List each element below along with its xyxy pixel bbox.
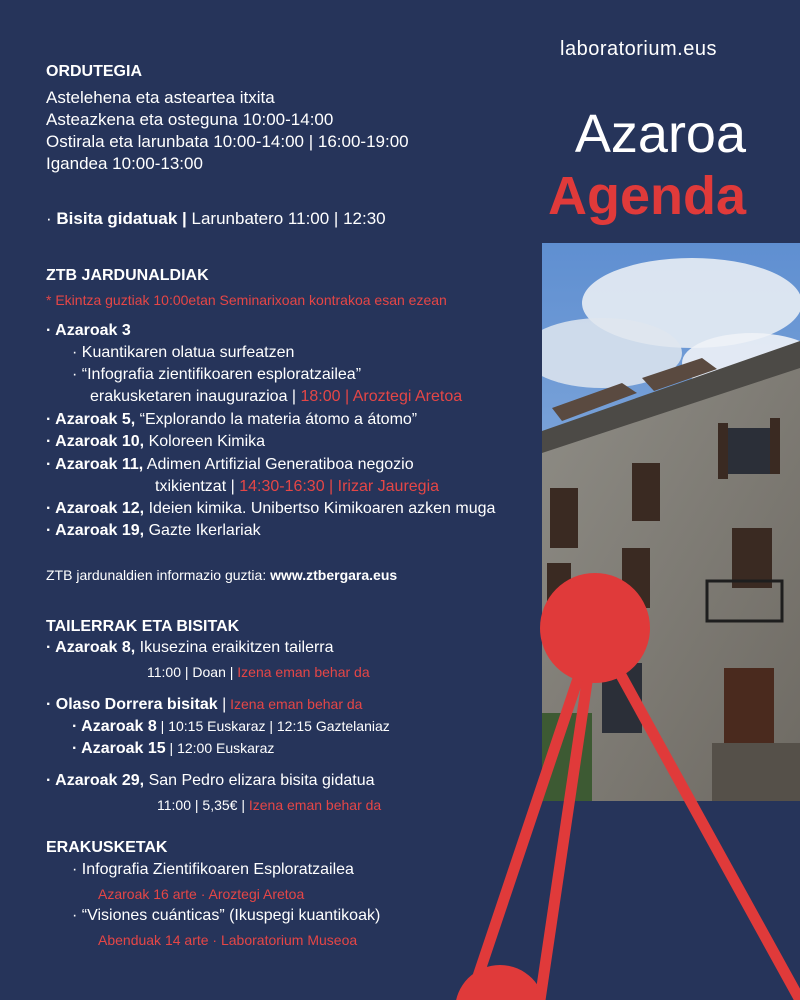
title-agenda: Agenda <box>547 166 746 226</box>
ztb-item-date: · Azaroak 5, <box>46 411 136 428</box>
title-month: Azaroa <box>574 104 746 164</box>
bullet: · <box>46 209 57 228</box>
tower-visit-item <box>72 716 390 737</box>
workshop-time: 11:00 | Doan | <box>147 664 234 680</box>
schedule-label: Igandea <box>46 154 108 173</box>
workshop-item <box>46 771 375 791</box>
ztb-item-date: · Azaroak 12, <box>46 500 145 517</box>
workshop-detail <box>147 662 370 682</box>
schedule-label: Ostirala eta larunbata <box>46 132 209 151</box>
exhibition-item: · “Visiones cuánticas” (Ikuspegi kuantikoak) <box>72 907 381 924</box>
ztb-item-text: Gazte Ikerlariak <box>144 522 261 539</box>
registration-note: Izena eman behar da <box>244 797 382 813</box>
schedule-value: 10:00-14:00 | 16:00-19:00 <box>208 132 409 151</box>
registration-note: Izena eman behar da <box>233 664 370 680</box>
ordutegia-heading: ORDUTEGIA <box>46 63 142 80</box>
workshop-date: · Azaroak 29, <box>46 772 145 789</box>
ztb-item-location: 14:30-16:30 | Irizar Jauregia <box>234 478 440 495</box>
exhibition-detail: Abenduak 14 arte · Laboratorium Museoa <box>98 932 358 948</box>
erakusketak-heading: ERAKUSKETAK <box>46 839 168 856</box>
tower-visits <box>46 694 362 715</box>
schedule-line <box>46 110 333 130</box>
tower-visits-title: · Olaso Dorrera bisitak <box>46 696 218 713</box>
workshop-time: 11:00 | 5,35€ | <box>157 797 245 813</box>
visit-times: | 10:15 Euskaraz | 12:15 Gaztelaniaz <box>156 718 390 734</box>
ztb-item-text: Koloreen Kimika <box>144 433 266 450</box>
building-photo <box>542 243 800 801</box>
workshop-text: San Pedro elizara bisita gidatua <box>144 772 375 789</box>
workshop-item <box>46 638 334 658</box>
visit-times: | 12:00 Euskaraz <box>165 740 275 756</box>
schedule-line <box>46 132 409 152</box>
tailerrak-heading: TAILERRAK ETA BISITAK <box>46 618 240 635</box>
guided-visits-value: Larunbatero 11:00 | 12:30 <box>186 209 386 228</box>
ztb-info-link[interactable]: www.ztbergara.eus <box>270 567 398 583</box>
ztb-item-text: Ideien kimika. Unibertso Kimikoaren azken muga <box>144 500 496 517</box>
ztb-item-date: · Azaroak 19, <box>46 522 145 539</box>
ztb-note: * Ekintza guztiak 10:00etan Seminarixoan kontrakoa esan ezean <box>46 292 447 308</box>
ztb-item-text: erakusketaren inaugurazioa | <box>90 388 297 405</box>
exhibition-detail: Azaroak 16 arte · Aroztegi Aretoa <box>98 886 305 902</box>
ztb-item-text: “Explorando la materia átomo a átomo” <box>135 411 418 428</box>
exhibition-item: · Infografia Zientifikoaren Esploratzailea <box>72 861 354 878</box>
workshop-detail <box>157 795 381 815</box>
ztb-item <box>46 499 495 519</box>
ztb-item <box>46 521 261 541</box>
ztb-item <box>46 455 414 475</box>
ztb-item-text: Adimen Artifizial Generatiboa negozio <box>143 456 414 473</box>
ztb-item <box>46 432 265 452</box>
schedule-line <box>46 154 203 174</box>
ztb-heading: ZTB JARDUNALDIAK <box>46 267 209 284</box>
ztb-item-cont <box>155 477 439 497</box>
schedule-label: Astelehena eta asteartea itxita <box>46 88 275 107</box>
schedule-value: 10:00-13:00 <box>107 154 203 173</box>
site-url[interactable]: laboratorium.eus <box>560 38 717 60</box>
schedule-label: Asteazkena eta osteguna <box>46 110 238 129</box>
ztb-item-date: · Azaroak 3 <box>46 322 131 339</box>
ztb-item-sub: · Kuantikaren olatua surfeatzen <box>72 344 295 361</box>
workshop-date: · Azaroak 8, <box>46 639 136 656</box>
ztb-item-sub: · “Infografia zientifikoaren esploratzailea” <box>72 366 362 383</box>
ztb-item-text: txikientzat | <box>155 478 235 495</box>
ztb-item-date: · Azaroak 10, <box>46 433 145 450</box>
ztb-item-sub <box>90 387 462 407</box>
ztb-item-date: · Azaroak 11, <box>46 456 144 473</box>
visit-date: · Azaroak 15 <box>72 740 166 757</box>
separator: | <box>217 696 227 713</box>
visit-date: · Azaroak 8 <box>72 718 157 735</box>
schedule-value: 10:00-14:00 <box>237 110 334 129</box>
molecule-node-bottom <box>455 965 545 1000</box>
registration-note: Izena eman behar da <box>226 696 363 712</box>
ztb-item <box>46 410 417 430</box>
guided-visits <box>46 209 386 229</box>
schedule-line <box>46 88 275 108</box>
ztb-item-location: 18:00 | Aroztegi Aretoa <box>296 388 463 405</box>
ztb-info-text: ZTB jardunaldien informazio guztia: <box>46 567 271 583</box>
tower-visit-item <box>72 738 274 759</box>
ztb-info <box>46 565 397 585</box>
workshop-text: Ikusezina eraikitzen tailerra <box>135 639 334 656</box>
guided-visits-label: Bisita gidatuak | <box>56 209 187 228</box>
